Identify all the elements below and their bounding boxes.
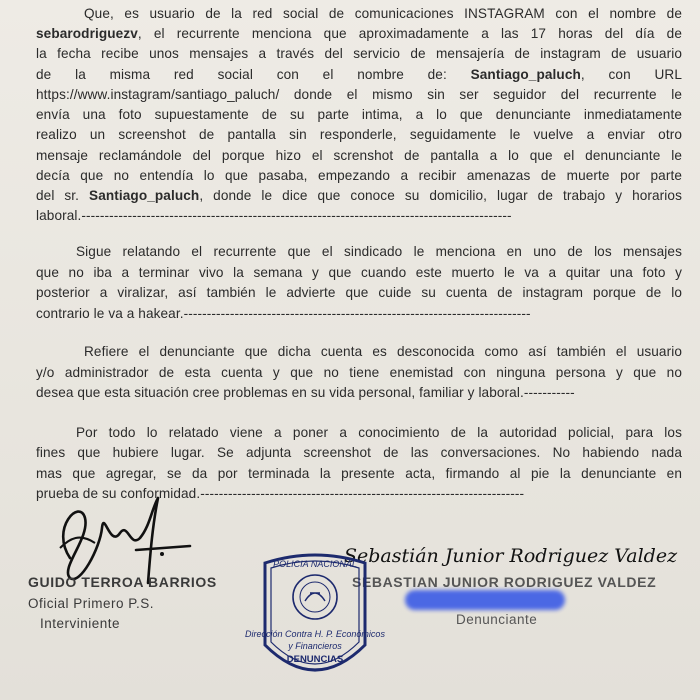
- text-line: https://www.instagram/santiago_paluch/ donde el mismo sin ser seguidor del recurrente le: [36, 87, 682, 102]
- text-line: contrario le va a hakear.---------------------------------------------------------------------------: [36, 306, 531, 321]
- left-signature: [40, 488, 200, 588]
- text-line: envía una foto supuestamente de su parte intima, a lo que denunciante inmediatamente: [36, 107, 682, 122]
- text-line: Refiere el denunciante que dicha cuenta es desconocida como así también el usuario: [84, 344, 682, 359]
- svg-text:Dirección Contra H. P. Económi: Dirección Contra H. P. Económicos: [245, 629, 385, 639]
- svg-text:DENUNCIAS: DENUNCIAS: [286, 654, 344, 665]
- text-line: y/o administrador de esta cuenta y que no tiene enemistad con ninguna persona y que no: [36, 365, 682, 380]
- text-line: Que, es usuario de la red social de comunicaciones INSTAGRAM con el nombre de: [84, 6, 682, 21]
- left-signatory-rank: Oficial Primero P.S.: [28, 596, 155, 611]
- redaction-bar: [405, 590, 565, 610]
- svg-text:POLICIA NACIONAL: POLICIA NACIONAL: [273, 559, 357, 569]
- right-handwritten-signature: [340, 528, 678, 578]
- text-line: Por todo lo relatado viene a poner a conocimiento de la autoridad policial, para los: [76, 425, 682, 440]
- police-stamp: [245, 545, 385, 695]
- text-line: laboral.---------------------------------------------------------------------------------------------: [36, 208, 512, 223]
- text-line: realizo un screenshot de pantalla sin responderle, seguidamente le vuelve a enviar otro: [36, 127, 682, 142]
- text-line: prueba de su conformidad.----------------------------------------------------------------------: [36, 486, 525, 501]
- text-line: fines que hubiere lugar. Se adjunta screenshot de las conversaciones. No habiendo nada: [36, 445, 682, 460]
- text-line: Sigue relatando el recurrente que el sindicado le menciona en uno de los mensajes: [76, 244, 682, 259]
- text-line: del sr. Santiago_paluch, donde le dice que conoce su domicilio, lugar de trabajo y horarios: [36, 188, 682, 203]
- text-line: mas que agregar, se da por terminada la presente acta, firmando al pie la denunciante en: [36, 466, 682, 481]
- svg-text:y Financieros: y Financieros: [288, 641, 342, 651]
- text-line: decía que no entendía lo que pasaba, empezando a recibir amenazas de muerte por parte: [36, 168, 682, 183]
- text-line: mensaje reclamándole del porque hizo el screnshot de pantalla a lo que el denunciante le: [36, 148, 682, 163]
- text-line: que no iba a terminar vivo la semana y que cuando este muerto le va a quitar una foto y: [36, 265, 682, 280]
- right-signatory-role: Denunciante: [456, 612, 538, 627]
- text-line: de la misma red social con el nombre de: Santiago_paluch, con URL: [36, 67, 682, 82]
- left-signatory-name: GUIDO TERROA BARRIOS: [28, 574, 217, 590]
- text-line: sebarodriguezv, el recurrente menciona que aproximadamente a las 17 horas del día de: [36, 26, 682, 41]
- text-line: la fecha recibe unos mensajes a través del servicio de mensajería de instagram de usuario: [36, 46, 682, 61]
- text-line: desea que esta situación cree problemas en su vida personal, familiar y laboral.-----------: [36, 385, 575, 400]
- right-signature-text: Sebastián Junior Rodriguez Valdez: [344, 545, 678, 567]
- right-signatory-name: SEBASTIAN JUNIOR RODRIGUEZ VALDEZ: [352, 574, 657, 590]
- left-signatory-role: Interviniente: [40, 616, 121, 631]
- text-line: posterior a viralizar, así también le advierte que cuide su cuenta de instagram porque de lo: [36, 285, 682, 300]
